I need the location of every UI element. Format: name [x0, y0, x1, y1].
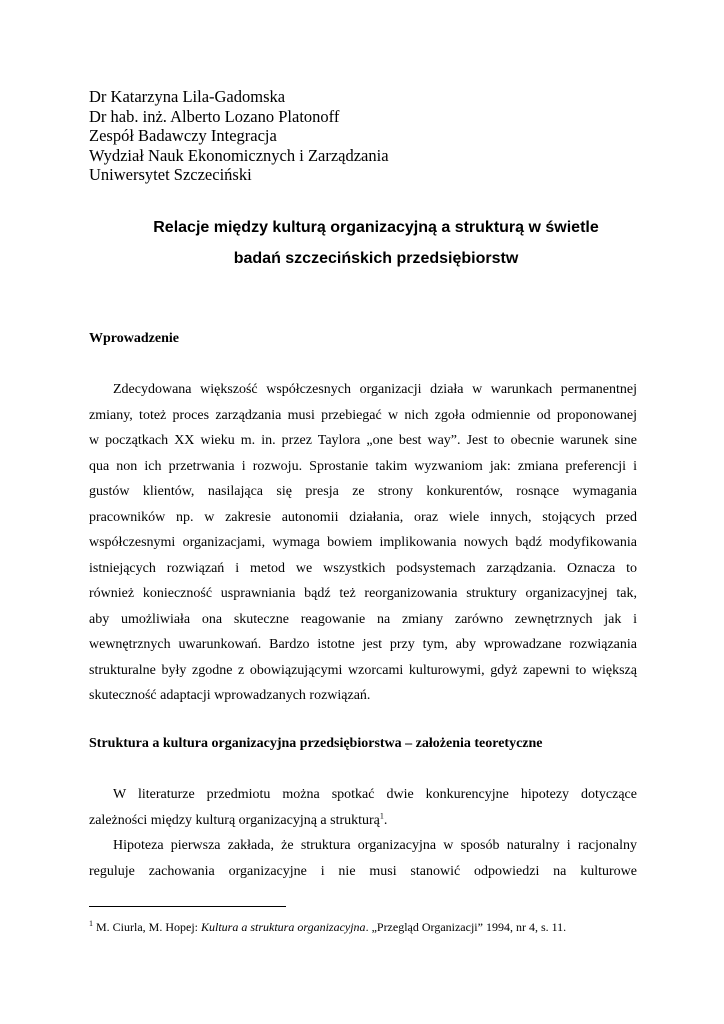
- paragraph-line: qua non ich przetrwania i rozwoju. Sprostanie takim wyzwaniom jak: zmiana preferencji i: [89, 458, 637, 474]
- author-block: [89, 87, 389, 185]
- paragraph-line: współczesnymi organizacjami, wymaga bowiem implikowania nowych bądź modyfikowania: [89, 535, 637, 550]
- paragraph-line: [89, 808, 637, 834]
- paragraph-line: skuteczność adaptacji wprowadzanych rozwiązań.: [89, 688, 371, 703]
- footnote-work-title: Kultura a struktura organizacyjna: [201, 920, 366, 934]
- footnote-citation: . „Przegląd Organizacji” 1994, nr 4, s. 11.: [365, 920, 567, 934]
- paragraph-line: gustów klientów, nasilająca się presja ze strony konkurentów, rosnące wymagania: [89, 484, 637, 499]
- sentence-end: .: [383, 812, 388, 828]
- paragraph-line: również konieczność usprawniania bądź też reorganizowania struktury organizacyjnej tak,: [89, 586, 637, 601]
- paragraph-line: pracowników np. w zakresie autonomii działania, oraz wiele innych, stojących przed: [89, 509, 637, 525]
- affiliation-university: Uniwersytet Szczeciński: [89, 165, 252, 184]
- footnote: [89, 920, 566, 935]
- affiliation-team: Zespół Badawczy Integracja: [89, 126, 277, 145]
- paper-title: [89, 212, 663, 274]
- paragraph-line: w początkach XX wieku m. in. przez Taylora „one best way”. Jest to obecnie warunek sine: [89, 433, 637, 448]
- introduction-paragraph: [89, 377, 637, 709]
- paragraph-line: reguluje zachowania organizacyjne i nie musi stanowić odpowiedzi na kulturowe: [89, 863, 637, 879]
- paragraph-line: zmiany, toteż proces zarządzania musi przebiegać w nich zgoła odmiennie od proponowanej: [89, 407, 637, 423]
- footnote-authors: M. Ciurla, M. Hopej:: [93, 920, 201, 934]
- footnote-separator: [89, 906, 286, 907]
- paragraph-line: wewnętrznych uwarunkowań. Bardzo istotne jest przy tym, aby wprowadzane rozwiązania: [89, 637, 637, 652]
- paragraph-line: Hipoteza pierwsza zakłada, że struktura organizacyjna w sposób naturalny i racjonalny: [113, 838, 637, 853]
- footnote-number: 1: [89, 919, 93, 928]
- affiliation-faculty: Wydział Nauk Ekonomicznych i Zarządzania: [89, 145, 389, 165]
- title-line-1: Relacje między kulturą organizacyjną a strukturą w świetle: [153, 219, 599, 236]
- paragraph-line: W literaturze przedmiotu można spotkać dwie konkurencyjne hipotezy dotyczące: [113, 787, 637, 802]
- section-heading-theory: Struktura a kultura organizacyjna przedsiębiorstwa – założenia teoretyczne: [89, 736, 543, 751]
- theory-paragraph-1: [89, 782, 637, 884]
- author-line: Dr Katarzyna Lila-Gadomska: [89, 87, 286, 106]
- title-line-2: badań szczecińskich przedsiębiorstw: [233, 250, 519, 267]
- paragraph-line-text: zależności między kulturą organizacyjną a strukturą: [89, 812, 380, 828]
- paragraph-line: strukturalne były zgodne z obowiązującymi wzorcami kulturowymi, gdyż zapewni to większą: [89, 662, 637, 678]
- section-heading-introduction: Wprowadzenie: [89, 331, 179, 346]
- paragraph-line: aby umożliwiała ona skuteczne reagowanie na zmiany zarówno zewnętrznych jak i: [89, 611, 637, 627]
- author-line: Dr hab. inż. Alberto Lozano Platonoff: [89, 106, 340, 126]
- paragraph-line: Zdecydowana większość współczesnych organizacji działa w warunkach permanentnej: [113, 382, 637, 397]
- paragraph-line: istniejących rozwiązań i metod we wszystkich podsystemach zarządzania. Oznacza to: [89, 560, 637, 576]
- footnote-reference: 1: [379, 810, 384, 820]
